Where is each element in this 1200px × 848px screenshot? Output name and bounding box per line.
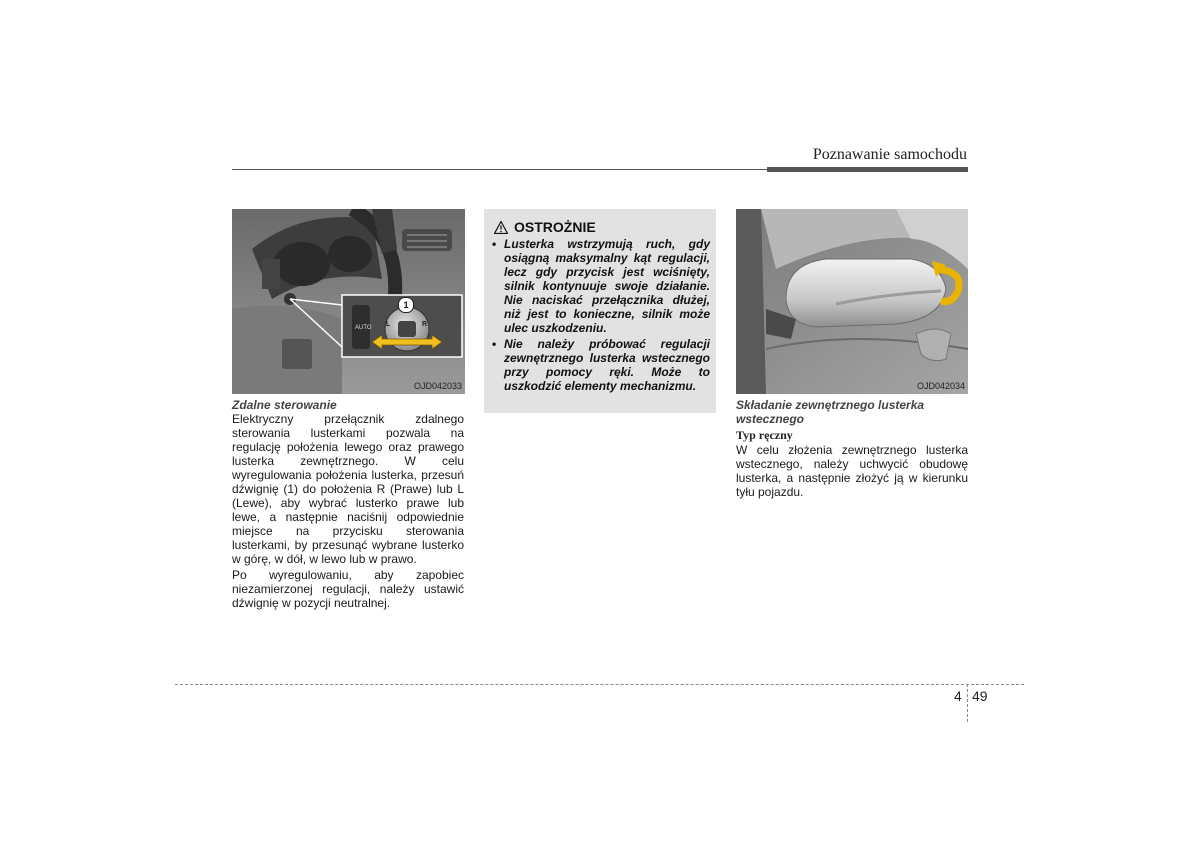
running-header: Poznawanie samochodu xyxy=(812,146,967,163)
right-body-text: W celu złożenia zewnętrznego lusterka wstecznego, należy uchwycić obudowę lusterka, a następnie złożyć ją w kierunku tyłu pojazdu. xyxy=(736,443,968,499)
caution-list xyxy=(490,237,710,395)
footer-dashed-rule xyxy=(175,684,1024,685)
callout-number: 1 xyxy=(403,300,409,310)
caution-box xyxy=(484,209,716,413)
folding-mirror-figure xyxy=(736,209,968,394)
footer-dashed-divider xyxy=(967,684,968,722)
section-subheading: Typ ręczny xyxy=(736,428,793,442)
chapter-number: 4 xyxy=(954,688,962,704)
figure-caption-left: Zdalne sterowanie xyxy=(232,398,337,412)
caution-item: • Nie należy próbować regulacji zewnętrznego lusterka wstecznego przy pomocy ręki. Może to uszkodzić elementy mechanizmu. xyxy=(490,337,710,393)
right-position-label: R xyxy=(422,321,428,328)
caution-item: • Lusterka wstrzymują ruch, gdy osiągną maksymalny kąt regulacji, lecz gdy przycisk jest wciśnięty, silnik kontynuuje swoje działanie. Nie naciskać przełącznika dłużej, niż jest to konieczne, silnik może ulec uszkodzeniu. xyxy=(490,237,710,335)
paragraph-1: Elektryczny przełącznik zdalnego sterowania lusterkami pozwala na regulację położenia lewego oraz prawego lusterka zewnętrznego. W celu wyregulowania położenia lusterka, przesuń dźwignię (1) do położenia R (Prawe) lub L (Lewe), aby wybrać lusterko prawe lub lewe, a następnie naciśnij odpowiednie miejsce na przycisku sterowania lusterkami, by przesunąć wybrane lusterko w górę, w dół, w lewo lub w prawo. xyxy=(232,412,464,566)
warning-triangle-icon xyxy=(494,221,508,234)
double-arrow-icon xyxy=(372,335,442,349)
paragraph-2: Po wyregulowaniu, aby zapobiec niezamierzonej regulacji, należy ustawić dźwignię w pozycji neutralnej. xyxy=(232,568,464,610)
header-rule-accent xyxy=(767,167,968,172)
left-position-label: L xyxy=(386,321,391,328)
mirror-switch-figure xyxy=(232,209,465,394)
figure-code: OJD042034 xyxy=(916,381,965,391)
caution-title: OSTROŻNIE xyxy=(514,219,596,235)
left-body-text xyxy=(232,412,464,612)
callout-marker xyxy=(398,297,414,313)
side-mirror-illustration xyxy=(736,209,968,394)
figure-code: OJD042033 xyxy=(413,381,462,391)
dashboard-illustration xyxy=(232,209,465,394)
header-rule xyxy=(232,169,767,170)
auto-label: AUTO xyxy=(355,325,372,331)
page-number: 49 xyxy=(972,688,988,704)
figure-caption-right: Składanie zewnętrznego lusterka wstecznego xyxy=(736,398,925,426)
caution-heading xyxy=(494,219,596,235)
